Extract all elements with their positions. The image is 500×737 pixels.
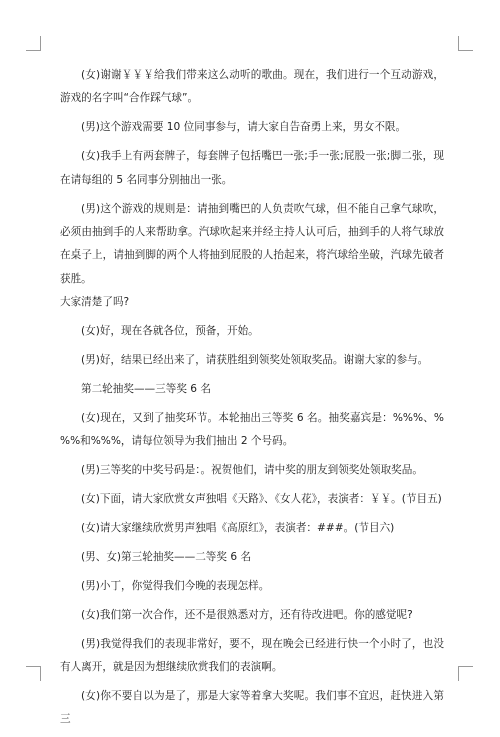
crop-mark-top-left <box>26 36 41 51</box>
paragraph: (女)谢谢￥￥￥给我们带来这么动听的歌曲。现在，我们进行一个互动游戏，游戏的名字叫“合作踩气球”。 <box>60 69 444 105</box>
paragraph: (女)好，现在各就各位，预备，开始。 <box>81 325 259 338</box>
section-heading: 第二轮抽奖——三等奖 6 名 <box>81 382 212 395</box>
paragraph: (男)这个游戏的规则是：请抽到嘴巴的人负责吹气球，但不能自己拿气球吹，必须由抽到手的人来帮助拿。汽球吹起来并经主持人认可后，抽到手的人将气球放在桌子上，请抽到脚的两个人将抽到屁股的人抬起来，将汽球给坐破，汽球先破者获胜。 <box>60 202 444 285</box>
paragraph: (女)我手上有两套牌子，每套牌子包括嘴巴一张;手一张;屁股一张;脚二张，现在请每组的 5 名同事分别抽出一张。 <box>60 150 444 186</box>
paragraph: (女)我们第一次合作，还不是很熟悉对方，还有待改进吧。你的感觉呢? <box>81 608 413 621</box>
crop-mark-bottom-right <box>458 666 473 681</box>
document-body <box>60 64 444 737</box>
paragraph: (男)这个游戏需要 10 位同事参与，请大家自告奋勇上来，男女不限。 <box>81 121 407 134</box>
paragraph: 大家清楚了吗? <box>60 296 130 309</box>
crop-mark-bottom-left <box>26 666 41 681</box>
paragraph: (女)现在，又到了抽奖环节。本轮抽出三等奖 6 名。抽奖嘉宾是：%%%、%%%和%%%，请每位领导为我们抽出 2 个号码。 <box>60 411 444 448</box>
paragraph: (男)我觉得我们的表现非常好，要不，现在晚会已经进行快一个小时了，也没有人离开，就是因为想继续欣赏我们的表演啊。 <box>60 637 444 673</box>
paragraph: (女)下面，请大家欣赏女声独唱《天路》、《女人花》，表演者：￥￥。(节目五) <box>81 493 442 505</box>
crop-mark-top-right <box>458 36 473 51</box>
paragraph: (男)三等奖的中奖号码是：。祝贺他们，请中奖的朋友到领奖处领取奖品。 <box>81 464 423 477</box>
section-heading: (男、女)第三轮抽奖——二等奖 6 名 <box>81 550 252 563</box>
paragraph: (女)你不要自以为是了，那是大家等着拿大奖呢。我们事不宜迟，赶快进入第三 <box>60 689 444 726</box>
paragraph: (男)好，结果已经出来了，请获胜组到领奖处领取奖品。谢谢大家的参与。 <box>81 353 429 366</box>
paragraph: (男)小丁，你觉得我们今晚的表现怎样。 <box>81 579 270 592</box>
paragraph: (女)请大家继续欣赏男声独唱《高原红》，表演者：###。(节目六) <box>81 521 395 534</box>
